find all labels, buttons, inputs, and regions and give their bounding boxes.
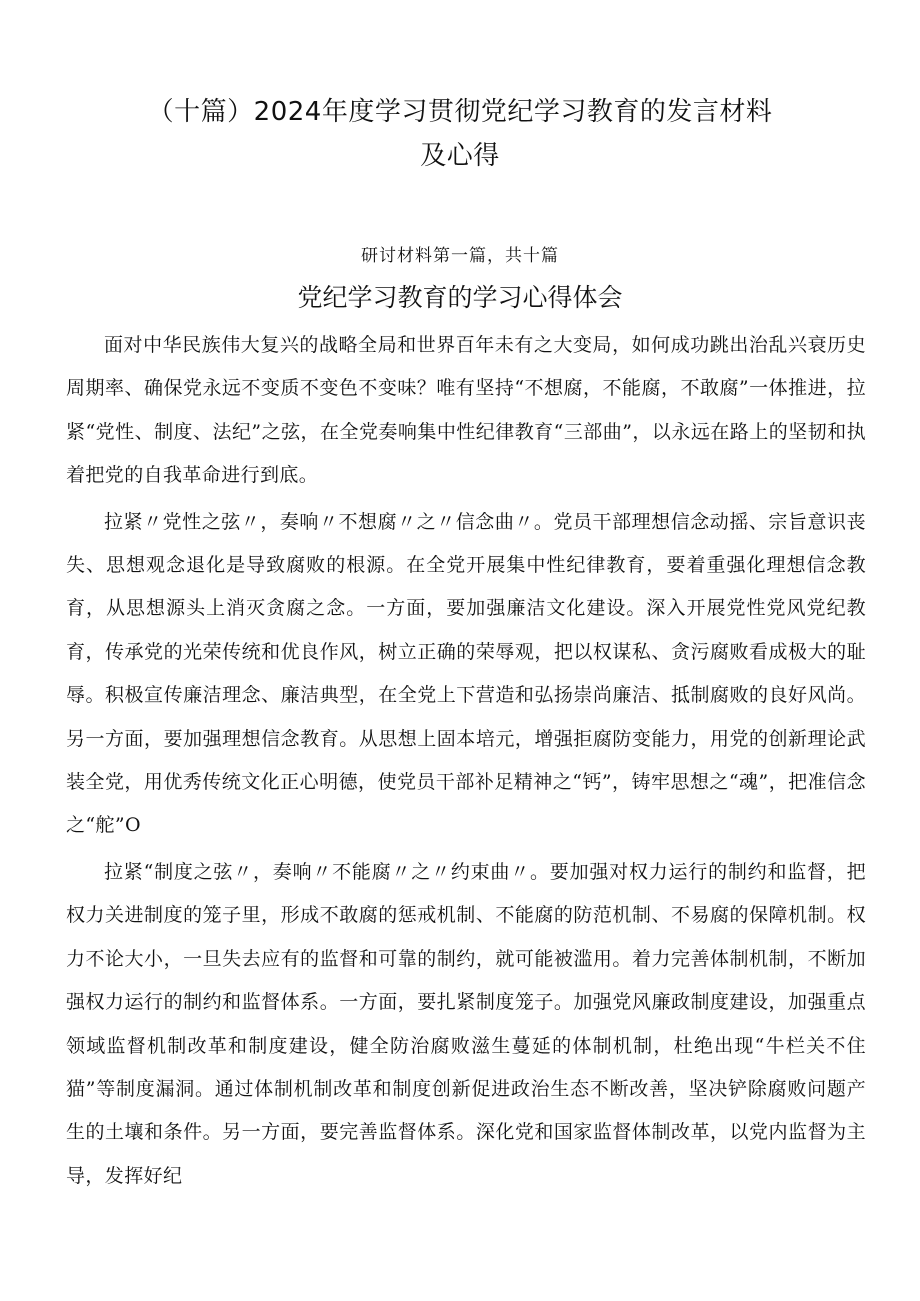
paragraph: 拉紧〃党性之弦〃，奏响〃不想腐〃之〃信念曲〃。党员干部理想信念动摇、宗旨意识丧失、思想观念退化是导致腐败的根源。在全党开展集中性纪律教育，要着重强化理想信念教育，从思想源头上消灭贪腐之念。一方面，要加强廉洁文化建设。深入开展党性党风党纪教育，传承党的光荣传统和优良作风，树立正确的荣辱观，把以权谋私、贪污腐败看成极大的耻辱。积极宣传廉洁理念、廉洁典型，在全党上下营造和弘扬崇尚廉洁、抵制腐败的良好风尚。另一方面，要加强理想信念教育。从思想上固本培元，增强拒腐防变能力，用党的创新理论武装全党，用优秀传统文化正心明德，使党员干部补足精神之“钙”，铸牢思想之“魂”，把准信念之“舵”O xyxy=(66,510,866,837)
section-heading: 党纪学习教育的学习心得体会 xyxy=(297,283,623,312)
section-kicker: 研讨材料第一篇，共十篇 xyxy=(361,246,559,266)
document-title-line-1: （十篇）2024年度学习贯彻党纪学习教育的发言材料 xyxy=(147,97,773,127)
document-title-line-2: 及心得 xyxy=(420,141,500,171)
document-body xyxy=(66,324,866,1201)
paragraph: 拉紧“制度之弦〃，奏响〃不能腐〃之〃约束曲〃。要加强对权力运行的制约和监督，把权力关进制度的笼子里，形成不敢腐的惩戒机制、不能腐的防范机制、不易腐的保障机制。权力不论大小，一旦失去应有的监督和可靠的制约，就可能被滥用。着力完善体制机制，不断加强权力运行的制约和监督体系。一方面，要扎紧制度笼子。加强党风廉政制度建设，加强重点领域监督机制改革和制度建设，健全防治腐败滋生蔓延的体制机制，杜绝出现“牛栏关不住猫”等制度漏洞。通过体制机制改革和制度创新促进政治生态不断改善，坚决铲除腐败问题产生的土壤和条件。另一方面，要完善监督体系。深化党和国家监督体制改革，以党内监督为主导，发挥好纪 xyxy=(66,860,866,1187)
paragraph: 面对中华民族伟大复兴的战略全局和世界百年未有之大变局，如何成功跳出治乱兴衰历史周期率、确保党永远不变质不变色不变味？唯有坚持“不想腐，不能腐，不敢腐”一体推进，拉紧“党性、制度、法纪”之弦，在全党奏响集中性纪律教育“三部曲”，以永远在路上的坚韧和执着把党的自我革命进行到底。 xyxy=(66,334,866,487)
document-title xyxy=(80,90,840,178)
